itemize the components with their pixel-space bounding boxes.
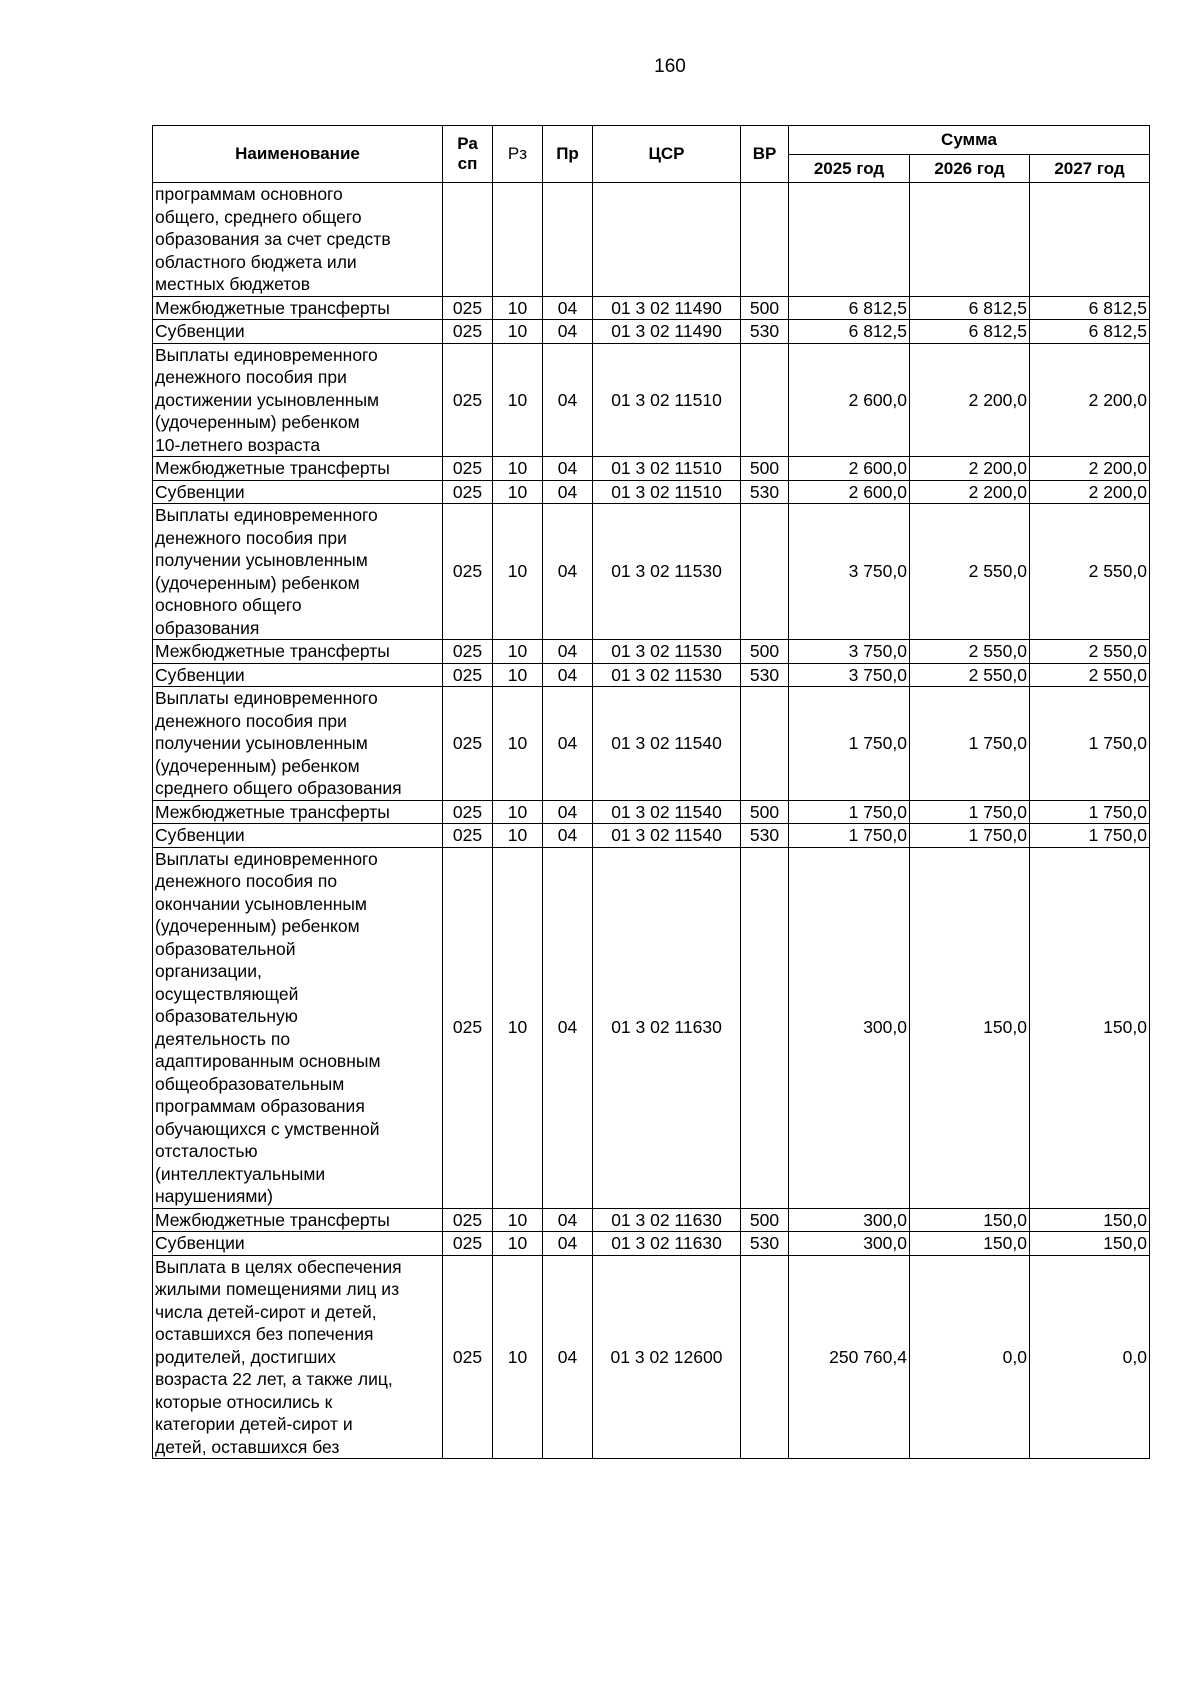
cell-pr: 04 <box>543 343 593 457</box>
cell-amount-2025: 3 750,0 <box>789 640 910 664</box>
cell-csr: 01 3 02 11490 <box>593 320 741 344</box>
cell-amount-2026: 2 200,0 <box>910 457 1030 481</box>
cell-name: Межбюджетные трансферты <box>153 640 443 664</box>
cell-amount-2026: 150,0 <box>910 1232 1030 1256</box>
cell-amount-2026: 1 750,0 <box>910 687 1030 801</box>
cell-rasp: 025 <box>443 480 493 504</box>
header-sum: Сумма <box>789 126 1150 155</box>
cell-vr <box>741 504 789 640</box>
cell-vr <box>741 183 789 297</box>
table-row <box>153 663 1150 687</box>
cell-amount-2027: 2 550,0 <box>1030 504 1150 640</box>
cell-pr: 04 <box>543 480 593 504</box>
cell-rasp: 025 <box>443 320 493 344</box>
cell-amount-2027: 2 550,0 <box>1030 640 1150 664</box>
table-row <box>153 1255 1150 1459</box>
cell-name: программам основного общего, среднего общего образования за счет средств областного бюджета или местных бюджетов <box>153 183 443 297</box>
cell-name: Выплаты единовременного денежного пособия по окончании усыновленным (удочеренным) ребенком образовательной организации, осуществляющей образовательную деятельность по адаптированным основным общеобразовательным программам образования обучающихся с умственной отсталостью (интеллектуальными нарушениями) <box>153 847 443 1208</box>
cell-amount-2026: 1 750,0 <box>910 800 1030 824</box>
cell-csr: 01 3 02 11510 <box>593 480 741 504</box>
cell-rz: 10 <box>493 847 543 1208</box>
cell-amount-2026: 6 812,5 <box>910 320 1030 344</box>
cell-rasp: 025 <box>443 640 493 664</box>
budget-table <box>152 125 1150 1459</box>
cell-pr: 04 <box>543 847 593 1208</box>
page-number: 160 <box>654 56 686 77</box>
cell-amount-2027: 2 200,0 <box>1030 343 1150 457</box>
cell-pr: 04 <box>543 687 593 801</box>
cell-rasp: 025 <box>443 800 493 824</box>
cell-amount-2026: 150,0 <box>910 1208 1030 1232</box>
cell-rasp: 025 <box>443 663 493 687</box>
cell-amount-2025: 1 750,0 <box>789 824 910 848</box>
cell-amount-2025: 1 750,0 <box>789 687 910 801</box>
cell-amount-2025: 300,0 <box>789 1232 910 1256</box>
cell-rz: 10 <box>493 296 543 320</box>
cell-vr: 500 <box>741 1208 789 1232</box>
cell-rasp: 025 <box>443 824 493 848</box>
cell-pr: 04 <box>543 640 593 664</box>
cell-amount-2027: 150,0 <box>1030 1208 1150 1232</box>
cell-amount-2025: 300,0 <box>789 847 910 1208</box>
cell-csr: 01 3 02 11530 <box>593 663 741 687</box>
cell-name: Выплаты единовременного денежного пособия при достижении усыновленным (удочеренным) ребенком 10-летнего возраста <box>153 343 443 457</box>
cell-vr: 530 <box>741 480 789 504</box>
header-rasp: Ра сп <box>443 126 493 183</box>
cell-vr: 500 <box>741 800 789 824</box>
cell-pr: 04 <box>543 824 593 848</box>
table-row <box>153 1232 1150 1256</box>
cell-pr: 04 <box>543 457 593 481</box>
cell-name: Межбюджетные трансферты <box>153 800 443 824</box>
header-vr: ВР <box>741 126 789 183</box>
table-body <box>153 183 1150 1459</box>
table-row <box>153 1208 1150 1232</box>
header-rz: Рз <box>493 126 543 183</box>
cell-amount-2025: 2 600,0 <box>789 457 910 481</box>
cell-rz: 10 <box>493 320 543 344</box>
cell-amount-2025: 3 750,0 <box>789 504 910 640</box>
cell-pr: 04 <box>543 663 593 687</box>
cell-amount-2025: 300,0 <box>789 1208 910 1232</box>
cell-csr: 01 3 02 11630 <box>593 1232 741 1256</box>
cell-rasp <box>443 183 493 297</box>
cell-rz: 10 <box>493 687 543 801</box>
cell-amount-2027: 150,0 <box>1030 847 1150 1208</box>
cell-rz: 10 <box>493 504 543 640</box>
table-row <box>153 183 1150 297</box>
cell-amount-2025: 2 600,0 <box>789 343 910 457</box>
cell-amount-2027: 1 750,0 <box>1030 800 1150 824</box>
cell-amount-2026: 150,0 <box>910 847 1030 1208</box>
cell-amount-2027: 150,0 <box>1030 1232 1150 1256</box>
cell-rasp: 025 <box>443 687 493 801</box>
cell-rz: 10 <box>493 480 543 504</box>
cell-csr: 01 3 02 11540 <box>593 824 741 848</box>
cell-vr: 530 <box>741 1232 789 1256</box>
cell-amount-2026: 0,0 <box>910 1255 1030 1459</box>
cell-rasp: 025 <box>443 296 493 320</box>
cell-rz: 10 <box>493 1208 543 1232</box>
header-row-top <box>153 126 1150 155</box>
table-row <box>153 457 1150 481</box>
cell-rasp: 025 <box>443 343 493 457</box>
cell-amount-2027: 6 812,5 <box>1030 296 1150 320</box>
cell-rz: 10 <box>493 1255 543 1459</box>
header-pr: Пр <box>543 126 593 183</box>
cell-vr <box>741 343 789 457</box>
cell-name: Выплата в целях обеспечения жилыми помещениями лиц из числа детей-сирот и детей, оставшихся без попечения родителей, достигших возраста 22 лет, а также лиц, которые относились к категории детей-сирот и детей, оставшихся без <box>153 1255 443 1459</box>
cell-rasp: 025 <box>443 457 493 481</box>
cell-pr: 04 <box>543 504 593 640</box>
cell-pr <box>543 183 593 297</box>
cell-csr: 01 3 02 11630 <box>593 1208 741 1232</box>
cell-vr <box>741 687 789 801</box>
cell-rasp: 025 <box>443 1208 493 1232</box>
header-year-2026: 2026 год <box>910 155 1030 183</box>
cell-amount-2027: 2 200,0 <box>1030 457 1150 481</box>
cell-name: Субвенции <box>153 320 443 344</box>
cell-vr <box>741 847 789 1208</box>
table-row <box>153 296 1150 320</box>
cell-csr: 01 3 02 11510 <box>593 457 741 481</box>
cell-rz: 10 <box>493 1232 543 1256</box>
cell-amount-2027 <box>1030 183 1150 297</box>
table-row <box>153 343 1150 457</box>
cell-amount-2026 <box>910 183 1030 297</box>
cell-vr: 530 <box>741 824 789 848</box>
cell-name: Выплаты единовременного денежного пособия при получении усыновленным (удочеренным) ребенком основного общего образования <box>153 504 443 640</box>
cell-name: Выплаты единовременного денежного пособия при получении усыновленным (удочеренным) ребенком среднего общего образования <box>153 687 443 801</box>
cell-amount-2026: 2 200,0 <box>910 343 1030 457</box>
cell-amount-2027: 2 200,0 <box>1030 480 1150 504</box>
cell-rasp: 025 <box>443 1255 493 1459</box>
cell-amount-2025: 6 812,5 <box>789 296 910 320</box>
cell-amount-2027: 2 550,0 <box>1030 663 1150 687</box>
cell-amount-2025: 1 750,0 <box>789 800 910 824</box>
cell-amount-2025: 2 600,0 <box>789 480 910 504</box>
cell-vr: 530 <box>741 663 789 687</box>
cell-amount-2026: 2 200,0 <box>910 480 1030 504</box>
header-name: Наименование <box>153 126 443 183</box>
header-year-2027: 2027 год <box>1030 155 1150 183</box>
cell-csr <box>593 183 741 297</box>
cell-amount-2025: 250 760,4 <box>789 1255 910 1459</box>
cell-rz: 10 <box>493 640 543 664</box>
cell-csr: 01 3 02 11540 <box>593 687 741 801</box>
cell-amount-2027: 0,0 <box>1030 1255 1150 1459</box>
cell-rz <box>493 183 543 297</box>
cell-vr: 500 <box>741 296 789 320</box>
cell-rasp: 025 <box>443 847 493 1208</box>
cell-vr: 500 <box>741 457 789 481</box>
table-row <box>153 480 1150 504</box>
cell-name: Субвенции <box>153 1232 443 1256</box>
cell-name: Межбюджетные трансферты <box>153 1208 443 1232</box>
cell-amount-2027: 1 750,0 <box>1030 687 1150 801</box>
cell-rasp: 025 <box>443 1232 493 1256</box>
cell-name: Межбюджетные трансферты <box>153 296 443 320</box>
cell-amount-2026: 2 550,0 <box>910 504 1030 640</box>
cell-rz: 10 <box>493 800 543 824</box>
cell-amount-2025: 6 812,5 <box>789 320 910 344</box>
cell-csr: 01 3 02 11540 <box>593 800 741 824</box>
cell-amount-2027: 6 812,5 <box>1030 320 1150 344</box>
cell-name: Субвенции <box>153 480 443 504</box>
cell-pr: 04 <box>543 800 593 824</box>
cell-pr: 04 <box>543 320 593 344</box>
cell-amount-2025 <box>789 183 910 297</box>
cell-csr: 01 3 02 11530 <box>593 640 741 664</box>
cell-amount-2025: 3 750,0 <box>789 663 910 687</box>
table-row <box>153 824 1150 848</box>
cell-amount-2026: 2 550,0 <box>910 640 1030 664</box>
cell-name: Межбюджетные трансферты <box>153 457 443 481</box>
header-year-2025: 2025 год <box>789 155 910 183</box>
cell-csr: 01 3 02 11630 <box>593 847 741 1208</box>
header-csr: ЦСР <box>593 126 741 183</box>
cell-csr: 01 3 02 11530 <box>593 504 741 640</box>
cell-vr: 500 <box>741 640 789 664</box>
cell-amount-2026: 2 550,0 <box>910 663 1030 687</box>
cell-pr: 04 <box>543 1232 593 1256</box>
cell-pr: 04 <box>543 296 593 320</box>
cell-csr: 01 3 02 11490 <box>593 296 741 320</box>
cell-pr: 04 <box>543 1255 593 1459</box>
cell-name: Субвенции <box>153 663 443 687</box>
cell-rz: 10 <box>493 343 543 457</box>
table-row <box>153 504 1150 640</box>
cell-csr: 01 3 02 11510 <box>593 343 741 457</box>
cell-pr: 04 <box>543 1208 593 1232</box>
table-row <box>153 320 1150 344</box>
cell-rz: 10 <box>493 663 543 687</box>
cell-vr <box>741 1255 789 1459</box>
cell-rz: 10 <box>493 824 543 848</box>
cell-vr: 530 <box>741 320 789 344</box>
table-row <box>153 847 1150 1208</box>
cell-amount-2026: 1 750,0 <box>910 824 1030 848</box>
table-row <box>153 640 1150 664</box>
cell-rz: 10 <box>493 457 543 481</box>
cell-amount-2027: 1 750,0 <box>1030 824 1150 848</box>
table-row <box>153 687 1150 801</box>
cell-csr: 01 3 02 12600 <box>593 1255 741 1459</box>
cell-amount-2026: 6 812,5 <box>910 296 1030 320</box>
table-row <box>153 800 1150 824</box>
cell-rasp: 025 <box>443 504 493 640</box>
cell-name: Субвенции <box>153 824 443 848</box>
